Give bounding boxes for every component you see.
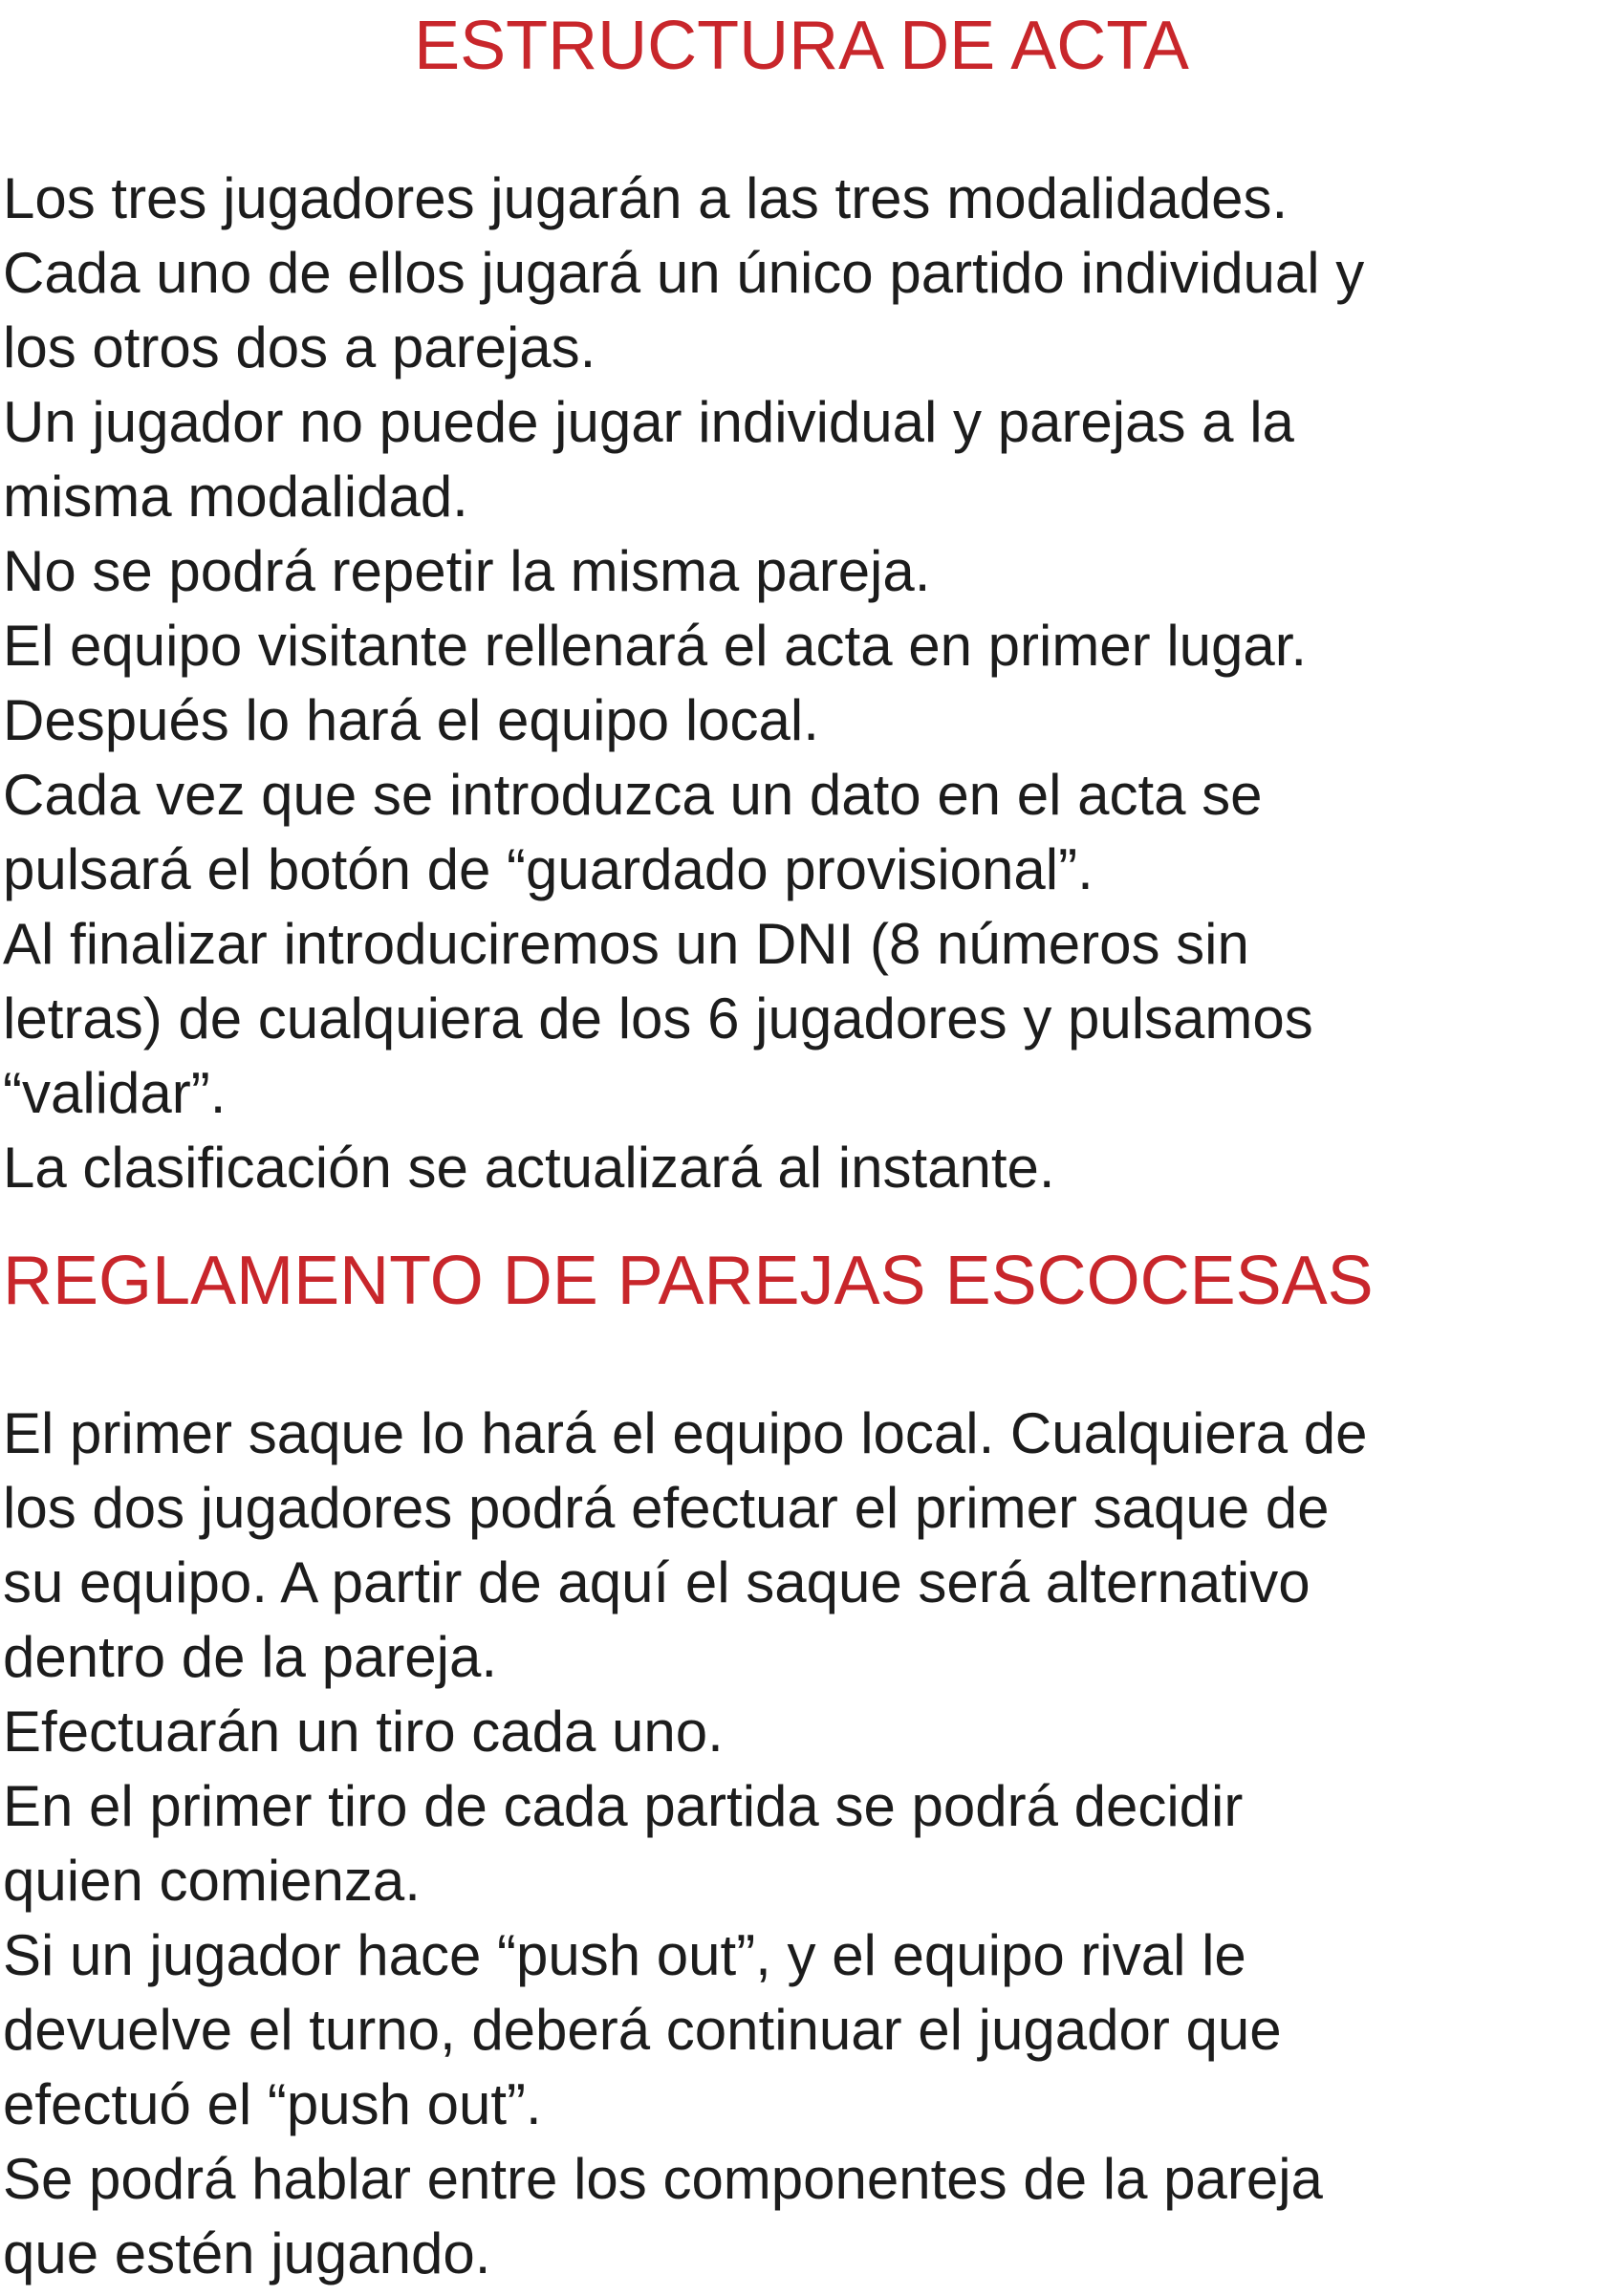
text-line: efectuó el “push out”. xyxy=(3,2072,542,2136)
text-line: que estén jugando. xyxy=(3,2221,491,2285)
text-line: Cada vez que se introduzca un dato en el acta se xyxy=(3,763,1263,827)
text-line: dentro de la pareja. xyxy=(3,1625,498,1689)
text-line: los dos jugadores podrá efectuar el primer saque de xyxy=(3,1476,1330,1540)
section-body-estructura-de-acta xyxy=(3,162,1364,1205)
text-line: Después lo hará el equipo local. xyxy=(3,688,819,752)
section-body-reglamento-parejas-escocesas xyxy=(3,1397,1368,2291)
text-line: letras) de cualquiera de los 6 jugadores y pulsamos xyxy=(3,986,1313,1051)
text-line: Efectuarán un tiro cada uno. xyxy=(3,1700,724,1764)
text-line: pulsará el botón de “guardado provisional”. xyxy=(3,837,1094,901)
text-line: El equipo visitante rellenará el acta en primer lugar. xyxy=(3,614,1308,678)
section-heading-reglamento-parejas-escocesas: REGLAMENTO DE PAREJAS ESCOCESAS xyxy=(3,1243,1374,1319)
text-line: No se podrá repetir la misma pareja. xyxy=(3,539,931,603)
text-line: El primer saque lo hará el equipo local. Cualquiera de xyxy=(3,1401,1368,1465)
text-line: los otros dos a parejas. xyxy=(3,315,596,379)
text-line: “validar”. xyxy=(3,1061,227,1125)
text-line: Cada uno de ellos jugará un único partido individual y xyxy=(3,241,1365,305)
text-line: Un jugador no puede jugar individual y parejas a la xyxy=(3,390,1294,454)
text-line: misma modalidad. xyxy=(3,465,468,529)
text-line: quien comienza. xyxy=(3,1849,421,1913)
text-line: su equipo. A partir de aquí el saque será alternativo xyxy=(3,1550,1311,1614)
text-line: devuelve el turno, deberá continuar el jugador que xyxy=(3,1998,1282,2062)
text-line: Los tres jugadores jugarán a las tres modalidades. xyxy=(3,166,1289,230)
text-line: En el primer tiro de cada partida se podrá decidir xyxy=(3,1774,1244,1838)
section-heading-estructura-de-acta: ESTRUCTURA DE ACTA xyxy=(414,8,1189,84)
text-line: Si un jugador hace “push out”, y el equipo rival le xyxy=(3,1923,1246,1987)
text-line: Se podrá hablar entre los componentes de la pareja xyxy=(3,2147,1323,2211)
text-line: Al finalizar introduciremos un DNI (8 números sin xyxy=(3,912,1249,976)
text-line: La clasificación se actualizará al instante. xyxy=(3,1136,1055,1200)
